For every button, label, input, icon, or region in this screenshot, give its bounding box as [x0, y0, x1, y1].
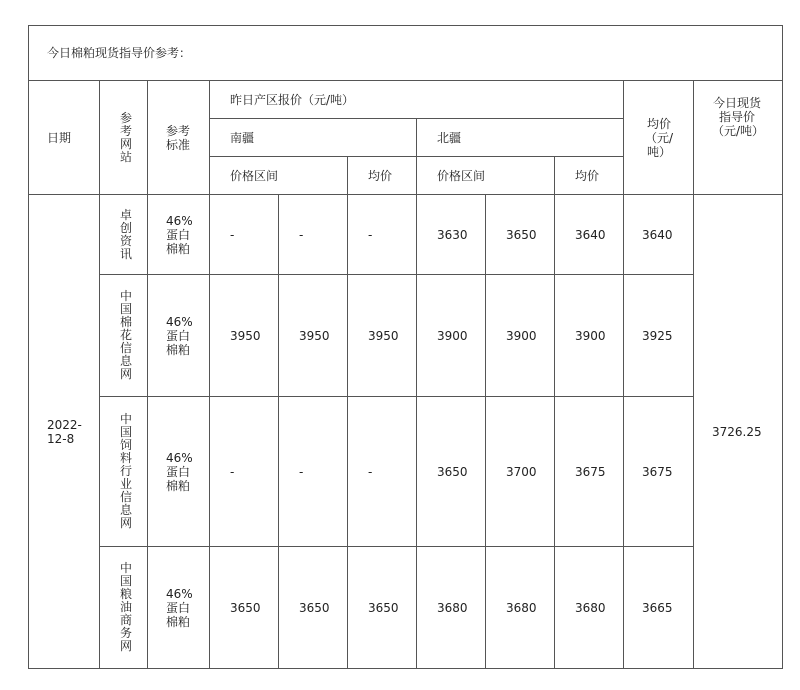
south-high-cell: 3950	[279, 275, 348, 397]
south-low-cell: 3650	[210, 547, 279, 669]
header-avg-north: 均价	[555, 157, 624, 195]
north-high-cell: 3680	[486, 547, 555, 669]
table-title: 今日棉粕现货指导价参考：	[29, 26, 783, 81]
south-avg-cell: -	[348, 397, 417, 547]
avg-cell: 3925	[624, 275, 694, 397]
site-cell: 中国饲料行业信息网	[100, 397, 148, 547]
north-low-cell: 3900	[417, 275, 486, 397]
north-low-cell: 3650	[417, 397, 486, 547]
north-avg-cell: 3900	[555, 275, 624, 397]
south-low-cell: -	[210, 397, 279, 547]
guide-price-cell: 3726.25	[694, 195, 783, 669]
north-avg-cell: 3640	[555, 195, 624, 275]
avg-cell: 3675	[624, 397, 694, 547]
south-avg-cell: 3650	[348, 547, 417, 669]
header-site: 参考网站	[100, 81, 148, 195]
cotton-meal-price-table	[28, 25, 783, 669]
avg-cell: 3640	[624, 195, 694, 275]
header-yesterday-price: 昨日产区报价（元/吨）	[210, 81, 624, 119]
south-high-cell: 3650	[279, 547, 348, 669]
table-row	[29, 547, 783, 669]
standard-cell: 46%蛋白棉粕	[148, 547, 210, 669]
header-date: 日期	[29, 81, 100, 195]
header-price-range-south: 价格区间	[210, 157, 348, 195]
south-low-cell: 3950	[210, 275, 279, 397]
header-today-guide: 今日现货指导价（元/吨）	[694, 81, 783, 195]
north-avg-cell: 3680	[555, 547, 624, 669]
site-cell: 卓创资讯	[100, 195, 148, 275]
north-high-cell: 3700	[486, 397, 555, 547]
south-high-cell: -	[279, 195, 348, 275]
header-price-range-north: 价格区间	[417, 157, 555, 195]
date-cell: 2022-12-8	[29, 195, 100, 669]
header-beijiang: 北疆	[417, 119, 624, 157]
avg-cell: 3665	[624, 547, 694, 669]
table-row	[29, 195, 783, 275]
table-row	[29, 397, 783, 547]
header-standard: 参考标准	[148, 81, 210, 195]
standard-cell: 46%蛋白棉粕	[148, 195, 210, 275]
north-avg-cell: 3675	[555, 397, 624, 547]
south-low-cell: -	[210, 195, 279, 275]
standard-cell: 46%蛋白棉粕	[148, 275, 210, 397]
table-row	[29, 275, 783, 397]
south-avg-cell: 3950	[348, 275, 417, 397]
south-avg-cell: -	[348, 195, 417, 275]
north-low-cell: 3630	[417, 195, 486, 275]
north-high-cell: 3650	[486, 195, 555, 275]
standard-cell: 46%蛋白棉粕	[148, 397, 210, 547]
title-row	[29, 26, 783, 81]
north-low-cell: 3680	[417, 547, 486, 669]
price-table-container	[28, 25, 783, 669]
north-high-cell: 3900	[486, 275, 555, 397]
site-cell: 中国粮油商务网	[100, 547, 148, 669]
header-row-1	[29, 81, 783, 119]
header-avg-south: 均价	[348, 157, 417, 195]
south-high-cell: -	[279, 397, 348, 547]
site-cell: 中国棉花信息网	[100, 275, 148, 397]
header-nanjiang: 南疆	[210, 119, 417, 157]
header-avg: 均价（元/吨）	[624, 81, 694, 195]
